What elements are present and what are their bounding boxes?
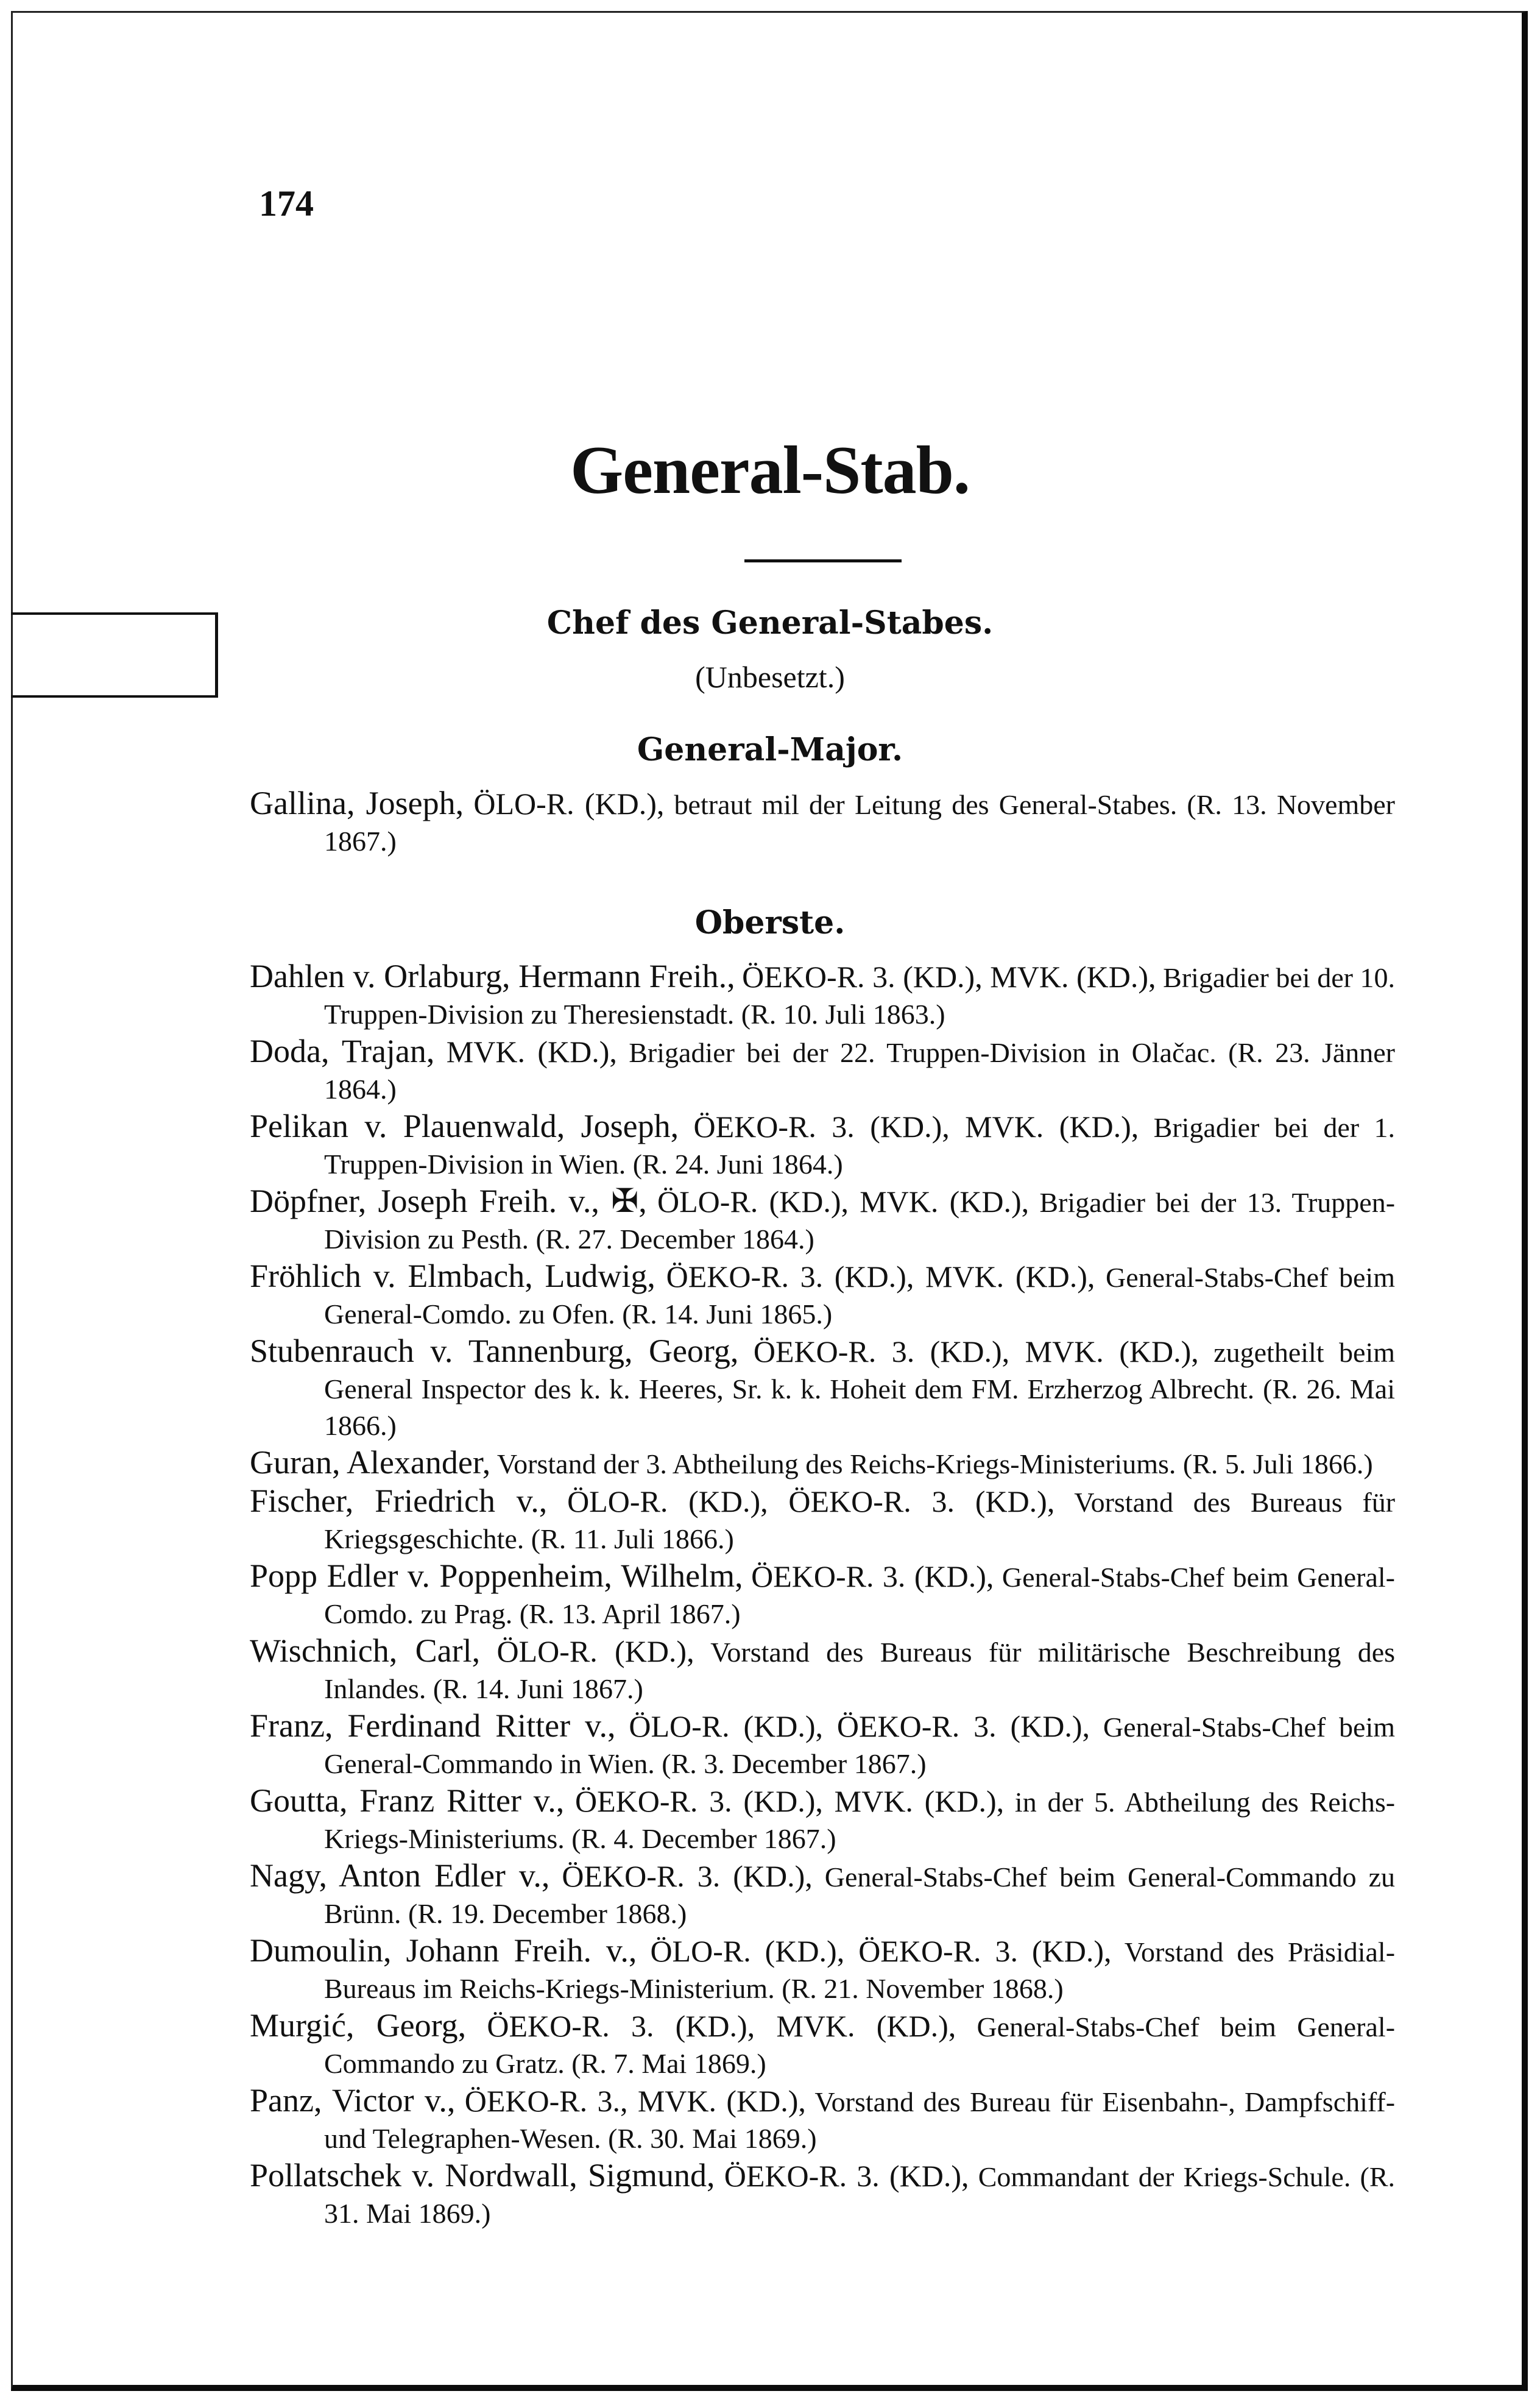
officer-decorations: ÖEKO-R. 3. (KD.), xyxy=(724,2159,969,2193)
officer-decorations: ÖLO-R. (KD.), xyxy=(473,787,665,821)
officer-entry xyxy=(250,958,1395,1033)
officer-decorations: ÖEKO-R. 3. (KD.), MVK. (KD.), xyxy=(753,1334,1199,1369)
officer-entry xyxy=(250,1782,1395,1857)
officer-decorations: ÖLO-R. (KD.), xyxy=(496,1634,694,1668)
officer-entry xyxy=(250,2007,1395,2082)
officer-name: Döpfner, Joseph Freih. v., ✠, xyxy=(250,1183,647,1219)
officer-decorations: ÖEKO-R. 3. (KD.), MVK. (KD.), xyxy=(666,1259,1095,1294)
officer-name: Stubenrauch v. Tannenburg, Georg, xyxy=(250,1333,739,1369)
officer-name: Gallina, Joseph, xyxy=(250,785,464,821)
officer-entry xyxy=(250,1707,1395,1782)
general-major-list xyxy=(250,785,1395,860)
officer-decorations: ÖEKO-R. 3. (KD.), MVK. (KD.), xyxy=(742,960,1156,994)
officer-decorations: ÖEKO-R. 3. (KD.), xyxy=(751,1559,994,1593)
officer-name: Franz, Ferdinand Ritter v., xyxy=(250,1707,616,1744)
title-divider xyxy=(744,559,902,562)
officer-name: Pollatschek v. Nordwall, Sigmund, xyxy=(250,2157,715,2194)
officer-name: Dahlen v. Orlaburg, Hermann Freih., xyxy=(250,958,735,994)
officer-decorations: ÖLO-R. (KD.), ÖEKO-R. 3. (KD.), xyxy=(629,1709,1090,1743)
officer-entry xyxy=(250,785,1395,860)
officer-details: General-Stabs-Chef beim General-Comdo. zu Prag. (R. 13. April 1867.) xyxy=(324,1562,1395,1629)
officer-decorations: ÖEKO-R. 3. (KD.), MVK. (KD.), xyxy=(693,1110,1139,1144)
officer-name: Goutta, Franz Ritter v., xyxy=(250,1782,565,1819)
officer-decorations: ÖEKO-R. 3. (KD.), MVK. (KD.), xyxy=(487,2009,956,2043)
officer-details: Brigadier bei der 1. Truppen-Division in Wien. (R. 24. Juni 1864.) xyxy=(324,1112,1396,1180)
officer-decorations: ÖEKO-R. 3. (KD.), xyxy=(562,1859,813,1893)
officer-details: zugetheilt beim General Inspector des k. k. Heeres, Sr. k. k. Hoheit dem FM. Erzherzog Albrecht. (R. 26. Mai 1866.) xyxy=(324,1337,1396,1441)
officer-entry xyxy=(250,1482,1395,1557)
officer-decorations: ÖEKO-R. 3., MVK. (KD.), xyxy=(464,2084,806,2118)
officer-name: Guran, Alexander, xyxy=(250,1444,491,1481)
colonels-list xyxy=(250,958,1395,2232)
officer-details: Vorstand des Bureaus für Kriegsgeschichte. (R. 11. Juli 1866.) xyxy=(324,1487,1396,1554)
officer-entry xyxy=(250,1033,1395,1108)
officer-details: General-Stabs-Chef beim General-Commando in Wien. (R. 3. December 1867.) xyxy=(324,1712,1396,1779)
officer-details: General-Stabs-Chef beim General-Commando zu Gratz. (R. 7. Mai 1869.) xyxy=(324,2011,1396,2079)
officer-details: Vorstand des Präsidial-Bureaus im Reichs-Kriegs-Ministerium. (R. 21. November 1868.) xyxy=(324,1936,1396,2004)
officer-entry xyxy=(250,1932,1395,2007)
officer-name: Pelikan v. Plauenwald, Joseph, xyxy=(250,1108,679,1144)
page-title: General-Stab. xyxy=(570,433,970,508)
officer-entry xyxy=(250,2157,1395,2232)
officer-decorations: ÖLO-R. (KD.), ÖEKO-R. 3. (KD.), xyxy=(567,1484,1055,1518)
officer-entry xyxy=(250,2082,1395,2157)
colonels-heading: Oberste. xyxy=(694,904,846,941)
officer-details: Vorstand des Bureau für Eisenbahn-, Dampfschiff- und Telegraphen-Wesen. (R. 30. Mai 1869.) xyxy=(324,2086,1396,2154)
officer-details: Vorstand des Bureaus für militärische Beschreibung des Inlandes. (R. 14. Juni 1867.) xyxy=(324,1637,1396,1704)
officer-details: in der 5. Abtheilung des Reichs-Kriegs-Ministeriums. (R. 4. December 1867.) xyxy=(324,1787,1396,1854)
officer-name: Murgić, Georg, xyxy=(250,2007,467,2044)
officer-entry xyxy=(250,1333,1395,1444)
officer-details: General-Stabs-Chef beim General-Comdo. zu Ofen. (R. 14. Juni 1865.) xyxy=(324,1262,1395,1330)
officer-details: Commandant der Kriegs-Schule. (R. 31. Mai 1869.) xyxy=(324,2161,1396,2229)
officer-details: Brigadier bei der 13. Truppen-Division zu Pesth. (R. 27. December 1864.) xyxy=(324,1187,1396,1255)
general-major-heading: General-Major. xyxy=(637,731,903,768)
officer-entry xyxy=(250,1444,1395,1482)
officer-name: Wischnich, Carl, xyxy=(250,1632,481,1669)
officer-entry xyxy=(250,1258,1395,1333)
officer-details: General-Stabs-Chef beim General-Commando zu Brünn. (R. 19. December 1868.) xyxy=(324,1861,1396,1929)
officer-entry xyxy=(250,1108,1395,1183)
officer-details: Vorstand der 3. Abtheilung des Reichs-Kriegs-Ministeriums. (R. 5. Juli 1866.) xyxy=(496,1448,1373,1479)
officer-name: Nagy, Anton Edler v., xyxy=(250,1857,550,1894)
officer-entry xyxy=(250,1557,1395,1632)
chief-heading: Chef des General-Stabes. xyxy=(546,604,994,642)
officer-name: Dumoulin, Johann Freih. v., xyxy=(250,1932,637,1969)
officer-entry xyxy=(250,1632,1395,1707)
officer-name: Popp Edler v. Poppenheim, Wilhelm, xyxy=(250,1557,743,1594)
officer-entry xyxy=(250,1183,1395,1258)
officer-decorations: ÖEKO-R. 3. (KD.), MVK. (KD.), xyxy=(574,1784,1005,1818)
officer-name: Fröhlich v. Elmbach, Ludwig, xyxy=(250,1258,655,1294)
officer-details: betraut mil der Leitung des General-Stabes. (R. 13. November 1867.) xyxy=(324,789,1395,857)
officer-name: Doda, Trajan, xyxy=(250,1033,435,1069)
officer-name: Fischer, Friedrich v., xyxy=(250,1482,548,1519)
officer-entry xyxy=(250,1857,1395,1932)
officer-decorations: MVK. (KD.), xyxy=(446,1035,617,1069)
officer-details: Brigadier bei der 22. Truppen-Division in Olačac. (R. 23. Jänner 1864.) xyxy=(324,1037,1396,1105)
page-number: 174 xyxy=(259,183,314,224)
chief-vacancy-note: (Unbesetzt.) xyxy=(695,660,845,694)
officer-name: Panz, Victor v., xyxy=(250,2082,456,2119)
officer-details: Brigadier bei der 10. Truppen-Division zu Theresienstadt. (R. 10. Juli 1863.) xyxy=(324,962,1396,1030)
officer-decorations: ÖLO-R. (KD.), MVK. (KD.), xyxy=(657,1185,1030,1219)
officer-decorations: ÖLO-R. (KD.), ÖEKO-R. 3. (KD.), xyxy=(650,1934,1112,1968)
